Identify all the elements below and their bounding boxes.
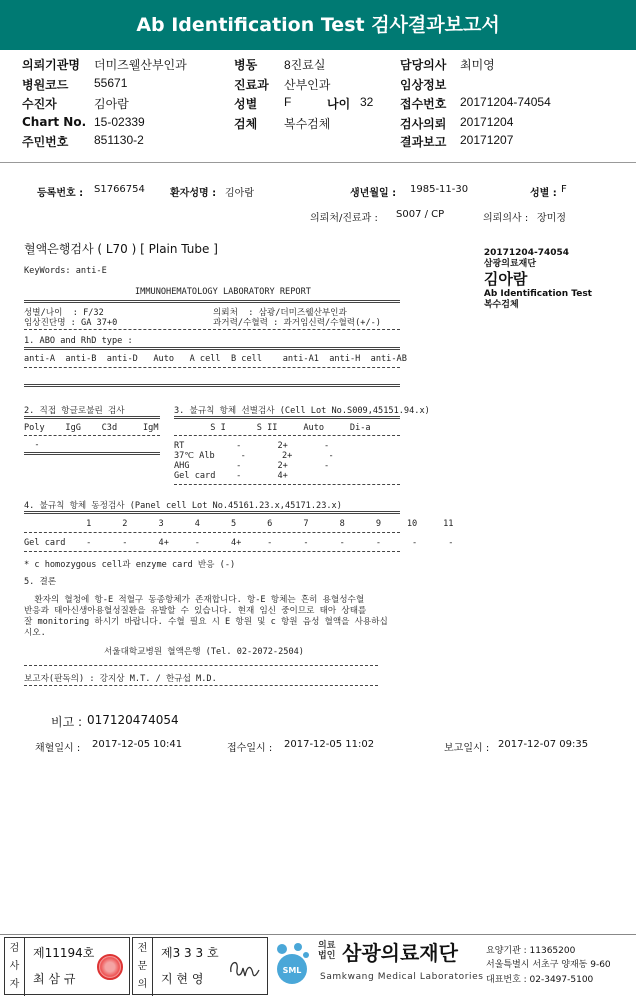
technician-label <box>5 938 25 996</box>
sticker-line-2: 삼광의료재단 <box>483 259 537 269</box>
rule <box>24 452 160 455</box>
header-row-5 <box>22 133 622 153</box>
sec4-header: 1 2 3 4 5 6 7 8 9 10 11 <box>24 519 454 529</box>
sec2-header: Poly IgG C3d IgM <box>24 423 159 433</box>
receive-label: 접수일시 : <box>227 743 273 754</box>
sec3-header: S I S II Auto Di-a <box>174 423 371 433</box>
patient-name-label: 환자성명 : <box>170 188 217 199</box>
header-row-1 <box>22 56 622 76</box>
receipt-no-value: 20171204-74054 <box>460 95 551 109</box>
sec1-header: anti-A anti-B anti-D Auto A cell B cell anti-A1 anti-H anti-AB <box>24 354 407 364</box>
rule <box>24 329 400 330</box>
rule <box>174 435 400 436</box>
rule <box>174 484 400 485</box>
dept-value: S007 / CP <box>396 209 445 220</box>
note-value: 017120474054 <box>87 713 179 727</box>
ref-doctor-label: 의뢰의사 : <box>483 213 529 224</box>
sticker-line-1: 20171204-74054 <box>483 248 570 258</box>
department-label: 진료과 <box>234 78 269 92</box>
report-title: Ab Identification Test 검사결과보고서 <box>0 0 636 50</box>
patient-value: 김아람 <box>94 97 129 111</box>
diagnosis-line: 임상진단명 : GA 37+0 <box>24 318 118 328</box>
rule <box>24 384 400 387</box>
vertical-label-text: 검 사 자 <box>9 943 20 990</box>
patient-name-value: 김아람 <box>225 188 254 199</box>
client-name-label: 의뢰기관명 <box>22 58 80 72</box>
sec3-row-gel: Gel card - 4+ <box>174 471 288 481</box>
dob-label: 생년월일 : <box>350 188 397 199</box>
technician-name: 최 삼 규 <box>33 972 76 986</box>
logo-text: SML <box>282 966 302 975</box>
sec1-title: 1. ABO and RhD type : <box>24 336 133 346</box>
collect-value: 2017-12-05 10:41 <box>92 739 183 750</box>
department-value: 산부인과 <box>284 78 331 92</box>
reg-value: S1766754 <box>94 184 145 195</box>
patient-label: 수진자 <box>22 97 57 111</box>
technician-license: 제11194호 <box>33 946 95 960</box>
phone: 대표번호 : 02-3497-5100 <box>486 975 594 985</box>
dept-label: 의뢰처/진료과 : <box>310 213 378 224</box>
age-value: 32 <box>360 95 374 109</box>
sticker-name: 김아람 <box>483 270 528 288</box>
collect-label: 채혈일시 : <box>35 743 81 754</box>
scanned-report <box>0 162 636 934</box>
client-name-value: 더미즈웰산부인과 <box>94 58 187 72</box>
report-time-label: 보고일시 : <box>444 743 490 754</box>
keywords: KeyWords: anti-E <box>24 266 107 276</box>
note-label: 비고 : <box>51 715 83 729</box>
conclusion-line-1: 환자의 혈청에 항-E 적혈구 동종항체가 존재합니다. 항-E 항체는 흔히 용혈성수혈 <box>24 595 365 605</box>
history-line: 과거력/수혈력 : 과거임신력/수혈력(+/-) <box>213 318 381 328</box>
ref-doctor-value: 장미정 <box>537 213 566 224</box>
hospital-code-label: 병원코드 <box>22 78 69 92</box>
ward-value: 8진료실 <box>284 58 326 72</box>
sec4-gel-row: Gel card - - 4+ - 4+ - - - - - - <box>24 538 454 548</box>
clinical-info-label: 임상정보 <box>400 78 447 92</box>
test-request-value: 20171204 <box>460 115 514 129</box>
sec3-row-ahg: AHG - 2+ - <box>174 461 330 471</box>
address: 서울특별시 서초구 양재동 9-60 <box>486 960 611 970</box>
sex-label: 성별 <box>234 97 258 111</box>
sec2-value: - <box>24 440 40 450</box>
doctor-label: 담당의사 <box>400 58 447 72</box>
technician-box <box>4 937 130 995</box>
specialist-box <box>132 937 268 995</box>
doctor-value: 최미영 <box>460 58 495 72</box>
institution-line: 서울대학교병원 혈액은행 (Tel. 02-2072-2504) <box>104 647 304 657</box>
section-title: 혈액은행검사 ( L70 ) [ Plain Tube ] <box>24 242 218 256</box>
doc-sex-label: 성별 : <box>530 188 557 199</box>
header-row-3 <box>22 95 622 115</box>
sex-value: F <box>284 95 292 109</box>
rule <box>24 685 378 686</box>
org-prefix-1: 의료 <box>318 941 336 951</box>
seal-icon <box>97 954 123 980</box>
sticker-line-3: Ab Identification Test <box>483 289 592 299</box>
conclusion-line-3: 잘 monitoring 하시기 바랍니다. 수혈 필요 시 E 항원 및 c 항원 음성 혈액을 사용하십 <box>24 617 388 627</box>
dob-value: 1985-11-30 <box>410 184 469 195</box>
rule <box>24 347 400 350</box>
resident-no-value: 851130-2 <box>94 133 144 147</box>
specimen-value: 복수검체 <box>284 117 331 131</box>
client-line: 의뢰처 : 삼광/더미즈웰산부인과 <box>213 308 347 318</box>
age-label: 나이 <box>327 97 351 111</box>
sec2-title: 2. 직접 항글로불린 검사 <box>24 406 125 416</box>
lab-report-title: IMMUNOHEMATOLOGY LABORATORY REPORT <box>135 287 311 297</box>
reporter-line: 보고자(판독의) : 강지상 M.T. / 한규섭 M.D. <box>24 674 217 684</box>
sex-age-line: 성별/나이 : F/32 <box>24 308 104 318</box>
sec3-title: 3. 불규칙 항체 선별검사 (Cell Lot No.S009,45151.94.x) <box>174 406 430 416</box>
sml-logo-icon <box>272 939 312 989</box>
sec3-row-37c: 37℃ Alb - 2+ - <box>174 451 334 461</box>
ward-label: 병동 <box>234 58 258 72</box>
rule <box>24 551 400 552</box>
org-prefix-2: 법인 <box>318 951 336 961</box>
vertical-label-text: 전 문 의 <box>137 943 148 990</box>
chart-no-value: 15-02339 <box>94 115 145 129</box>
report-footer <box>0 934 636 1000</box>
rule <box>24 367 400 368</box>
sec3-row-rt: RT - 2+ - <box>174 441 330 451</box>
specimen-label-sticker <box>484 248 592 311</box>
specialist-label <box>133 938 153 996</box>
signature-icon <box>227 956 261 982</box>
report-time-value: 2017-12-07 09:35 <box>498 739 589 750</box>
resident-no-label: 주민번호 <box>22 135 69 149</box>
conclusion-line-2: 반응과 태아신생아용혈성질환을 유발할 수 있습니다. 현재 임신 중이므로 태아 상태를 <box>24 606 367 616</box>
rule <box>24 416 160 419</box>
receipt-no-label: 접수번호 <box>400 97 447 111</box>
test-request-label: 검사의뢰 <box>400 117 447 131</box>
institution-code: 요양기관 : 11365200 <box>486 946 576 956</box>
org-name: 삼광의료재단 <box>342 941 458 965</box>
conclusion-line-4: 시오. <box>24 628 46 638</box>
sec4-note: * c homozygous cell과 enzyme card 반응 (-) <box>24 560 236 570</box>
rule <box>24 435 160 436</box>
reg-label: 등록번호 : <box>37 188 84 199</box>
chart-no-label: Chart No. <box>22 115 87 129</box>
result-report-label: 결과보고 <box>400 135 447 149</box>
result-report-value: 20171207 <box>460 133 514 147</box>
specialist-license: 제3 3 3 호 <box>161 946 219 960</box>
org-name-en: Samkwang Medical Laboratories <box>320 972 484 982</box>
doc-sex-value: F <box>561 184 567 195</box>
header-row-4 <box>22 115 622 135</box>
specimen-label: 검체 <box>234 117 258 131</box>
specialist-name: 지 현 영 <box>161 972 204 986</box>
header-row-2 <box>22 76 622 96</box>
receive-value: 2017-12-05 11:02 <box>284 739 375 750</box>
org-prefix <box>318 941 335 961</box>
sec4-title: 4. 불규칙 항체 동정검사 (Panel cell Lot No.45161.23.x,45171.23.x) <box>24 501 342 511</box>
rule <box>174 416 400 419</box>
rule <box>24 300 400 303</box>
sticker-line-4: 복수검체 <box>483 300 519 310</box>
rule <box>24 532 400 533</box>
report-header <box>0 50 636 162</box>
rule <box>24 511 400 514</box>
sec5-title: 5. 결론 <box>24 577 57 587</box>
rule <box>24 665 378 666</box>
hospital-code-value: 55671 <box>94 76 128 90</box>
